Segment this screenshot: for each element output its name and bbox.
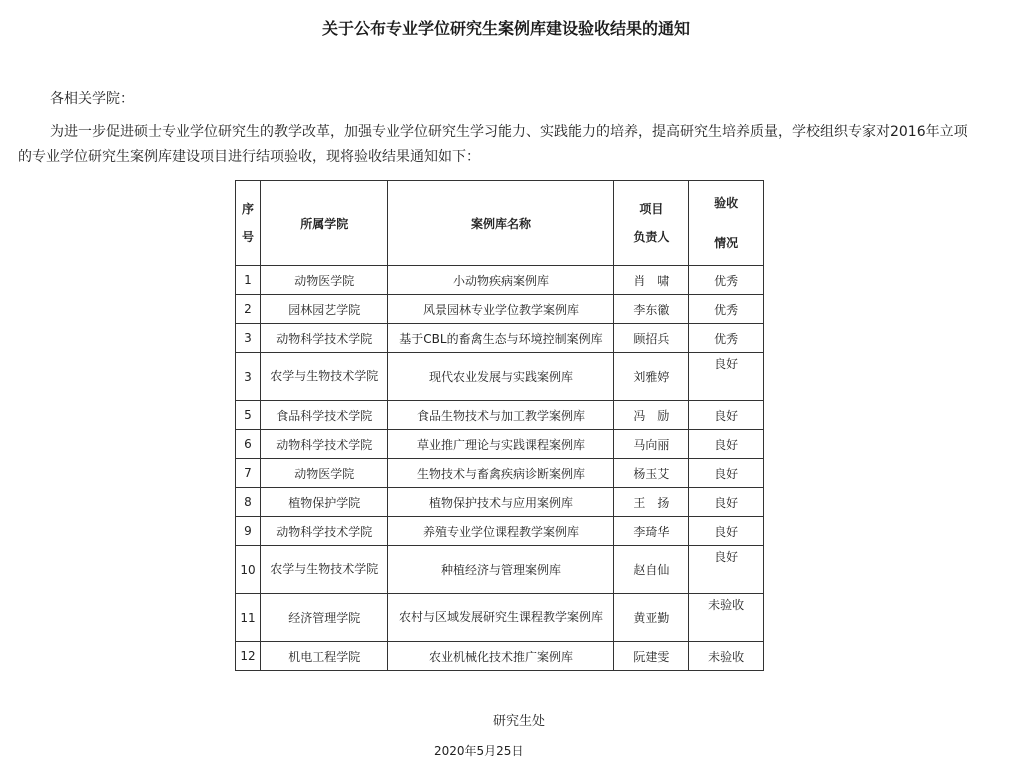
row-case-name: 生物技术与畜禽疾病诊断案例库 — [388, 459, 614, 488]
table-row — [236, 401, 764, 430]
header-case-name: 案例库名称 — [388, 181, 614, 266]
row-lead: 赵自仙 — [614, 546, 689, 594]
row-status: 优秀 — [689, 295, 764, 324]
row-status: 良好 — [689, 430, 764, 459]
header-lead-line1: 项目 — [639, 202, 664, 216]
row-case-name: 种植经济与管理案例库 — [388, 546, 614, 594]
row-college: 动物科学技术学院 — [260, 324, 387, 353]
table-row — [236, 546, 764, 594]
table-header-row — [236, 181, 764, 266]
row-lead: 杨玉艾 — [614, 459, 689, 488]
header-status-line1: 验收 — [714, 196, 739, 210]
row-case-name: 基于CBL的畜禽生态与环境控制案例库 — [388, 324, 614, 353]
row-college: 植物保护学院 — [260, 488, 387, 517]
row-status: 良好 — [689, 459, 764, 488]
row-college: 农学与生物技术学院 — [260, 546, 387, 594]
row-college: 动物医学院 — [260, 459, 387, 488]
table-row — [236, 324, 764, 353]
table-row — [236, 430, 764, 459]
row-college: 食品科学技术学院 — [260, 401, 387, 430]
row-case-name: 风景园林专业学位教学案例库 — [388, 295, 614, 324]
row-status: 未验收 — [689, 594, 764, 642]
header-lead-line2: 负责人 — [633, 230, 670, 244]
table-row — [236, 594, 764, 642]
row-case-name: 农业机械化技术推广案例库 — [388, 642, 614, 671]
row-lead: 阮建雯 — [614, 642, 689, 671]
header-index — [236, 181, 261, 266]
table-row — [236, 488, 764, 517]
row-lead: 马向丽 — [614, 430, 689, 459]
row-status: 良好 — [689, 353, 764, 401]
row-index: 7 — [236, 459, 261, 488]
page-title: 关于公布专业学位研究生案例库建设验收结果的通知 — [321, 19, 690, 38]
table-row — [236, 353, 764, 401]
row-case-name: 小动物疾病案例库 — [388, 266, 614, 295]
signature: 研究生处 — [493, 714, 546, 729]
row-lead: 李东徽 — [614, 295, 689, 324]
row-lead: 刘雅婷 — [614, 353, 689, 401]
row-lead: 冯 励 — [614, 401, 689, 430]
row-college: 机电工程学院 — [260, 642, 387, 671]
row-lead: 黄亚勤 — [614, 594, 689, 642]
row-index: 12 — [236, 642, 261, 671]
row-status: 优秀 — [689, 324, 764, 353]
header-index-line1: 序 — [241, 202, 254, 216]
row-index: 3 — [236, 353, 261, 401]
row-index: 10 — [236, 546, 261, 594]
row-status: 未验收 — [689, 642, 764, 671]
header-status — [689, 181, 764, 266]
row-status: 优秀 — [689, 266, 764, 295]
row-lead: 顾招兵 — [614, 324, 689, 353]
table-row — [236, 295, 764, 324]
header-status-line2: 情况 — [714, 236, 739, 250]
row-case-name: 养殖专业学位课程教学案例库 — [388, 517, 614, 546]
header-lead — [614, 181, 689, 266]
row-lead: 李琦华 — [614, 517, 689, 546]
row-case-name: 现代农业发展与实践案例库 — [388, 353, 614, 401]
row-college: 动物科学技术学院 — [260, 517, 387, 546]
row-lead: 肖 啸 — [614, 266, 689, 295]
row-college: 经济管理学院 — [260, 594, 387, 642]
row-case-name: 植物保护技术与应用案例库 — [388, 488, 614, 517]
row-status: 良好 — [689, 517, 764, 546]
row-case-name: 草业推广理论与实践课程案例库 — [388, 430, 614, 459]
date: 2020年5月25日 — [434, 744, 524, 758]
row-index: 11 — [236, 594, 261, 642]
row-college: 动物科学技术学院 — [260, 430, 387, 459]
row-index: 5 — [236, 401, 261, 430]
row-status: 良好 — [689, 401, 764, 430]
table-row — [236, 459, 764, 488]
row-index: 8 — [236, 488, 261, 517]
header-index-line2: 号 — [241, 230, 254, 244]
row-status: 良好 — [689, 546, 764, 594]
row-college: 农学与生物技术学院 — [260, 353, 387, 401]
table-row — [236, 517, 764, 546]
case-library-table — [235, 180, 764, 671]
row-status: 良好 — [689, 488, 764, 517]
salutation: 各相关学院： — [50, 91, 134, 107]
row-index: 9 — [236, 517, 261, 546]
row-case-name: 食品生物技术与加工教学案例库 — [388, 401, 614, 430]
body-paragraph: 为进一步促进硕士专业学位研究生的教学改革，加强专业学位研究生学习能力、实践能力的培养，提高研究生培养质量，学校组织专家对2016年立项的专业学位研究生案例库建设项目进行结项验收，现将验收结果通知如下： — [18, 124, 968, 165]
row-index: 2 — [236, 295, 261, 324]
row-lead: 王 扬 — [614, 488, 689, 517]
row-index: 6 — [236, 430, 261, 459]
row-college: 园林园艺学院 — [260, 295, 387, 324]
row-college: 动物医学院 — [260, 266, 387, 295]
table-row — [236, 642, 764, 671]
table-row — [236, 266, 764, 295]
row-index: 1 — [236, 266, 261, 295]
header-college: 所属学院 — [260, 181, 387, 266]
row-index: 3 — [236, 324, 261, 353]
row-case-name: 农村与区域发展研究生课程教学案例库 — [388, 594, 614, 642]
